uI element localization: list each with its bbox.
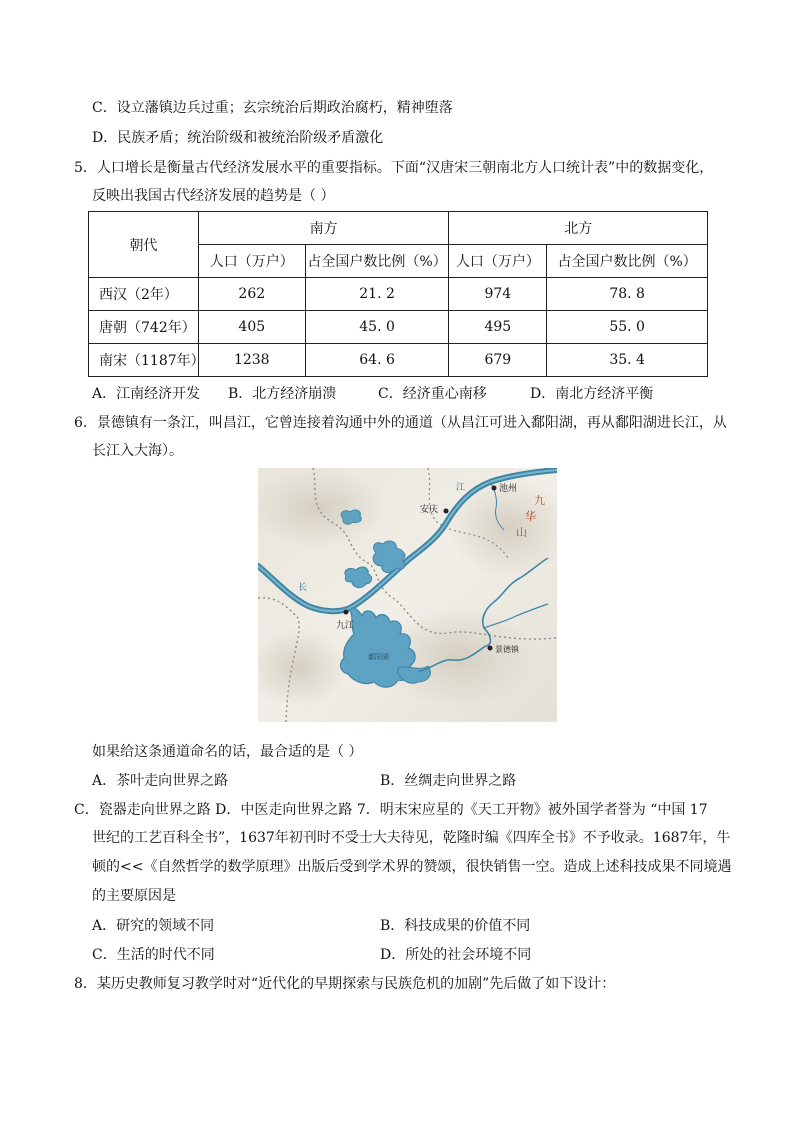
row-south-pop: 262 bbox=[198, 278, 305, 311]
q6-stem-line2: 长江入大海）。 bbox=[92, 443, 183, 459]
table-row bbox=[89, 344, 708, 377]
q7-option-a: A．研究的领域不同 bbox=[92, 918, 215, 934]
label-chizhou: 池州 bbox=[499, 484, 518, 494]
q5-option-a: A．江南经济开发 bbox=[92, 386, 201, 402]
header-south: 南方 bbox=[198, 212, 449, 245]
row-name: 南宋（1187年） bbox=[89, 344, 199, 377]
row-name: 唐朝（742年） bbox=[89, 311, 199, 344]
label-poyang: 鄱阳湖 bbox=[368, 653, 389, 661]
q5-stem-line1: 5．人口增长是衡量古代经济发展水平的重要指标。下面“汉唐宋三朝南北方人口统计表”中的数据变化， bbox=[74, 160, 714, 176]
q6-options-cd-q7: C．瓷器走向世界之路 D．中医走向世界之路 7．明末宋应星的《天工开物》被外国学者誉为 “中国 17 bbox=[74, 802, 708, 818]
label-jingdezhen: 景德镇 bbox=[495, 645, 519, 654]
row-north-pop: 679 bbox=[449, 344, 547, 377]
population-table bbox=[88, 211, 708, 377]
row-north-pop: 974 bbox=[449, 278, 547, 311]
anqing-dot bbox=[444, 509, 449, 514]
header-south-ratio: 占全国户数比例（%） bbox=[305, 245, 449, 278]
q7-line2: 世纪的工艺百科全书”，1637年初刊时不受士大夫待见，乾隆时编《四库全书》不予收录。1687年，牛 bbox=[92, 830, 731, 846]
q6-option-a: A．茶叶走向世界之路 bbox=[92, 773, 229, 789]
label-yangtze-2: 江 bbox=[456, 483, 466, 493]
row-south-pop: 1238 bbox=[198, 344, 305, 377]
q5-options bbox=[92, 384, 653, 404]
q8-stem: 8．某历史教师复习教学时对“近代化的早期探索与民族危机的加剧”先后做了如下设计： bbox=[74, 976, 616, 992]
q6-stem-line1: 6．景德镇有一条江，叫昌江，它曾连接着沟通中外的通道（从昌江可进入鄱阳湖，再从鄱阳湖进长江，从 bbox=[74, 415, 727, 431]
row-north-ratio: 55. 0 bbox=[547, 311, 708, 344]
row-south-ratio: 64. 6 bbox=[305, 344, 449, 377]
header-south-pop: 人口（万户） bbox=[198, 245, 305, 278]
table-row bbox=[89, 311, 708, 344]
q5-option-b: B．北方经济崩溃 bbox=[228, 386, 337, 402]
q4-option-d: D．民族矛盾；统治阶级和被统治阶级矛盾激化 bbox=[92, 130, 384, 146]
label-yangtze-1: 长 bbox=[298, 583, 308, 593]
row-north-ratio: 78. 8 bbox=[547, 278, 708, 311]
jiujiang-dot bbox=[344, 610, 349, 615]
row-north-ratio: 35. 4 bbox=[547, 344, 708, 377]
label-jiuhua-2: 华 bbox=[525, 510, 536, 523]
row-south-ratio: 21. 2 bbox=[305, 278, 449, 311]
row-name: 西汉（2年） bbox=[89, 278, 199, 311]
jingdezhen-dot bbox=[488, 646, 493, 651]
river-map bbox=[258, 468, 557, 722]
q7-option-d: D．所处的社会环境不同 bbox=[380, 947, 532, 963]
q6-option-b: B．丝绸走向世界之路 bbox=[380, 773, 517, 789]
q5-stem-line2: 反映出我国古代经济发展的趋势是（ ） bbox=[92, 188, 335, 204]
q6-options-ab bbox=[92, 771, 516, 791]
q7-line3: 顿的<<《自然哲学的数学原理》出版后受到学术界的赞颂，很快销售一空。造成上述科技成果不同境遇 bbox=[92, 859, 732, 875]
row-south-ratio: 45. 0 bbox=[305, 311, 449, 344]
q4-option-c: C．设立藩镇边兵过重；玄宗统治后期政治腐朽，精神堕落 bbox=[92, 100, 453, 116]
label-jiujiang: 九江 bbox=[336, 621, 355, 631]
header-north: 北方 bbox=[449, 212, 708, 245]
q7-option-c: C．生活的时代不同 bbox=[92, 947, 215, 963]
q7-option-b: B．科技成果的价值不同 bbox=[380, 918, 531, 934]
header-dynasty: 朝代 bbox=[89, 212, 199, 278]
table-row bbox=[89, 278, 708, 311]
q7-options-cd bbox=[92, 945, 531, 965]
row-south-pop: 405 bbox=[198, 311, 305, 344]
q6-question: 如果给这条通道命名的话，最合适的是（ ） bbox=[92, 744, 363, 760]
chizhou-dot bbox=[492, 486, 497, 491]
q7-line4: 的主要原因是 bbox=[92, 888, 176, 904]
q7-options-ab bbox=[92, 916, 530, 936]
q5-option-d: D．南北方经济平衡 bbox=[530, 386, 654, 402]
map-graphic bbox=[258, 468, 557, 722]
lake-north bbox=[341, 510, 361, 524]
header-north-pop: 人口（万户） bbox=[449, 245, 547, 278]
row-north-pop: 495 bbox=[449, 311, 547, 344]
label-anqing: 安庆 bbox=[420, 505, 439, 515]
label-jiuhua-1: 九 bbox=[534, 494, 545, 507]
header-north-ratio: 占全国户数比例（%） bbox=[547, 245, 708, 278]
label-jiuhua-3: 山 bbox=[516, 526, 527, 539]
q5-option-c: C．经济重心南移 bbox=[378, 386, 487, 402]
